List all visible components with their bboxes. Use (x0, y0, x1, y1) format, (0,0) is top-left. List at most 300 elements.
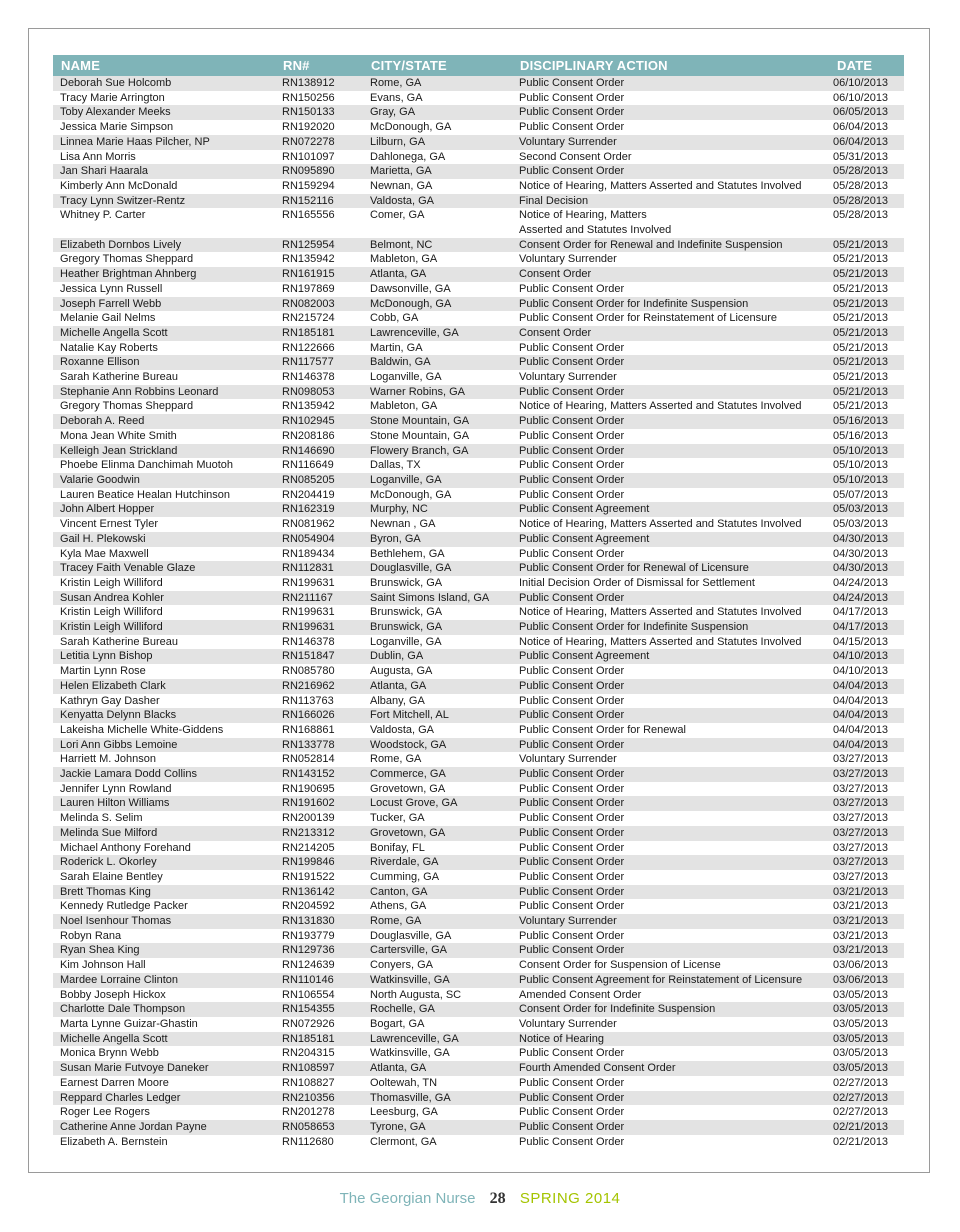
table-row (53, 738, 904, 753)
name-cell: Jan Shari Haarala (53, 164, 275, 179)
issue-label: SPRING 2014 (519, 1190, 621, 1207)
date-cell: 02/27/2013 (833, 1106, 889, 1119)
action-cell: Notice of Hearing, Matters Asserted and Statutes Involved (519, 400, 802, 413)
table-row (53, 105, 904, 120)
action-cell: Public Consent Order (519, 547, 625, 560)
rn-cell: RN190695 (282, 782, 335, 795)
date-cell: 06/04/2013 (829, 135, 904, 150)
table-row (53, 488, 904, 503)
action-cell: Public Consent Order (512, 885, 829, 900)
city-state-cell: Mableton, GA (370, 400, 438, 413)
table-row (53, 988, 904, 1003)
date-cell: 02/21/2013 (829, 1120, 904, 1135)
city-state-cell: Loganville, GA (370, 371, 442, 384)
action-cell: Public Consent Order (519, 1135, 625, 1148)
rn-cell: RN110146 (275, 973, 363, 988)
table-row (53, 1017, 904, 1032)
action-cell: Consent Order (512, 326, 829, 341)
name-cell: Harriett M. Johnson (60, 753, 156, 766)
rn-cell: RN204315 (282, 1047, 335, 1060)
date-cell: 03/27/2013 (833, 841, 889, 854)
action-cell: Public Consent Order (519, 91, 625, 104)
city-state-cell: Dublin, GA (363, 649, 512, 664)
rn-cell: RN122666 (282, 341, 335, 354)
city-state-cell: Newnan , GA (370, 518, 436, 531)
action-cell: Public Consent Order (512, 943, 829, 958)
action-cell: Consent Order for Renewal and Indefinite Suspension (512, 238, 829, 253)
date-cell: 06/04/2013 (833, 121, 889, 134)
name-cell: Deborah A. Reed (53, 414, 275, 429)
date-cell: 04/10/2013 (833, 665, 889, 678)
date-cell: 05/21/2013 (829, 297, 904, 312)
action-cell: Notice of Hearing (512, 1032, 829, 1047)
date-cell: 05/10/2013 (829, 473, 904, 488)
action-cell: Public Consent Order (519, 900, 625, 913)
rn-cell: RN199846 (275, 855, 363, 870)
city-state-cell: Brunswick, GA (363, 620, 512, 635)
city-state-cell: Rome, GA (363, 76, 512, 91)
action-cell: Second Consent Order (519, 150, 632, 163)
name-cell: Kristin Leigh Williford (60, 606, 163, 619)
city-state-cell: Watkinsville, GA (370, 1047, 450, 1060)
date-cell: 04/04/2013 (829, 679, 904, 694)
name-cell: Ryan Shea King (53, 943, 275, 958)
city-state-cell: Gray, GA (363, 105, 512, 120)
date-cell: 03/05/2013 (829, 1032, 904, 1047)
name-cell: Melinda S. Selim (60, 812, 143, 825)
action-cell: Public Consent Order (512, 414, 829, 429)
table-row (53, 355, 904, 370)
date-cell: 03/05/2013 (833, 988, 889, 1001)
action-cell: Public Consent Order (519, 459, 625, 472)
name-cell: Stephanie Ann Robbins Leonard (53, 385, 275, 400)
action-cell: Voluntary Surrender (519, 1018, 617, 1030)
date-cell: 04/10/2013 (829, 649, 904, 664)
action-cell: Public Consent Order (519, 812, 625, 825)
page-number: 28 (489, 1190, 506, 1207)
city-state-cell: Rochelle, GA (363, 1002, 512, 1017)
rn-cell: RN213312 (275, 826, 363, 841)
rn-cell: RN210356 (275, 1091, 363, 1106)
city-state-cell: Augusta, GA (370, 665, 433, 678)
table-row (53, 855, 904, 870)
city-state-cell: Loganville, GA (370, 635, 442, 648)
name-cell: Mona Jean White Smith (60, 429, 177, 442)
table-row (53, 561, 904, 576)
rn-cell: RN197869 (282, 282, 335, 295)
name-cell: Heather Brightman Ahnberg (53, 267, 275, 282)
city-state-cell: Athens, GA (370, 900, 427, 913)
name-cell: Natalie Kay Roberts (60, 341, 158, 354)
date-cell: 05/28/2013 (833, 209, 889, 222)
rn-cell: RN135942 (282, 400, 335, 413)
action-cell: Consent Order for Indefinite Suspension (512, 1002, 829, 1017)
action-cell: Public Consent Order (519, 694, 625, 707)
name-cell: Michelle Angella Scott (53, 1032, 275, 1047)
table-row (53, 399, 904, 414)
city-state-cell: North Augusta, SC (370, 988, 462, 1001)
table-row (53, 767, 904, 782)
rn-cell: RN102945 (275, 414, 363, 429)
table-row (53, 444, 904, 459)
action-cell: Public Consent Agreement (512, 649, 829, 664)
table-row (53, 385, 904, 400)
table-row (53, 1032, 904, 1047)
rn-cell: RN146690 (275, 444, 363, 459)
city-state-cell: McDonough, GA (370, 488, 452, 501)
rn-cell: RN143152 (275, 767, 363, 782)
table-row (53, 679, 904, 694)
action-cell: Public Consent Order (519, 1076, 625, 1089)
table-row (53, 591, 904, 606)
date-cell: 04/24/2013 (833, 576, 889, 589)
action-cell: Public Consent Order for Indefinite Suspension (512, 620, 829, 635)
action-cell: Public Consent Order (512, 164, 829, 179)
date-cell: 03/27/2013 (829, 796, 904, 811)
city-state-cell: Cartersville, GA (363, 943, 512, 958)
column-header-city-state: CITY/STATE (363, 55, 512, 76)
table-row (53, 1061, 904, 1076)
date-cell: 05/28/2013 (829, 194, 904, 209)
rn-cell: RN085780 (282, 665, 335, 678)
rn-cell: RN150256 (282, 91, 335, 104)
action-cell: Notice of Hearing, Matters Asserted and Statutes Involved (519, 606, 802, 619)
action-cell: Voluntary Surrender (519, 371, 617, 384)
city-state-cell: Locust Grove, GA (363, 796, 512, 811)
date-cell: 05/28/2013 (829, 164, 904, 179)
name-cell: Lisa Ann Morris (60, 150, 136, 163)
name-cell: Roger Lee Rogers (60, 1106, 150, 1119)
rn-cell: RN113763 (282, 694, 334, 707)
rn-cell: RN200139 (282, 812, 335, 825)
rn-cell: RN168861 (282, 723, 335, 736)
date-cell: 05/21/2013 (833, 282, 889, 295)
table-row (53, 179, 904, 194)
column-header-disciplinary-action: DISCIPLINARY ACTION (512, 55, 829, 76)
city-state-cell: Stone Mountain, GA (363, 414, 512, 429)
action-cell: Public Consent Order (519, 121, 625, 134)
date-cell: 03/27/2013 (833, 812, 889, 825)
city-state-cell: Leesburg, GA (370, 1106, 438, 1119)
rn-cell: RN185181 (275, 326, 363, 341)
rn-cell: RN054904 (275, 532, 363, 547)
name-cell: Kennedy Rutledge Packer (60, 900, 188, 913)
rn-cell: RN052814 (282, 753, 335, 766)
rn-cell: RN108597 (275, 1061, 363, 1076)
name-cell: Jennifer Lynn Rowland (60, 782, 172, 795)
action-cell: Public Consent Order for Indefinite Suspension (512, 297, 829, 312)
city-state-cell: Tucker, GA (370, 812, 425, 825)
table-row (53, 135, 904, 150)
rn-cell: RN151847 (275, 649, 363, 664)
name-cell: Susan Marie Futvoye Daneker (53, 1061, 275, 1076)
action-cell: Public Consent Agreement (512, 532, 829, 547)
name-cell: Jessica Marie Simpson (60, 121, 174, 134)
rn-cell: RN136142 (275, 885, 363, 900)
city-state-cell: Ooltewah, TN (370, 1076, 438, 1089)
name-cell: Kelleigh Jean Strickland (53, 444, 275, 459)
city-state-cell: Lawrenceville, GA (363, 326, 512, 341)
action-cell: Public Consent Order (519, 841, 625, 854)
table-row (53, 150, 904, 165)
rn-cell: RN189434 (282, 547, 335, 560)
rn-cell: RN117577 (275, 355, 363, 370)
date-cell: 05/03/2013 (829, 502, 904, 517)
rn-cell: RN166026 (275, 708, 363, 723)
rn-cell: RN058653 (275, 1120, 363, 1135)
name-cell: Linnea Marie Haas Pilcher, NP (53, 135, 275, 150)
city-state-cell: Murphy, NC (363, 502, 512, 517)
name-cell: Martin Lynn Rose (60, 665, 146, 678)
city-state-cell: Fort Mitchell, AL (363, 708, 512, 723)
city-state-cell: Marietta, GA (363, 164, 512, 179)
name-cell: Jessica Lynn Russell (60, 282, 163, 295)
city-state-cell: Conyers, GA (370, 959, 433, 972)
date-cell: 03/27/2013 (829, 855, 904, 870)
action-cell: Public Consent Order (512, 826, 829, 841)
name-cell: Melanie Gail Nelms (60, 312, 156, 325)
action-cell: Consent Order for Suspension of License (519, 959, 721, 972)
date-cell: 06/10/2013 (829, 76, 904, 91)
date-cell: 05/21/2013 (829, 326, 904, 341)
date-cell: 03/05/2013 (833, 1047, 889, 1060)
name-cell: Kenyatta Delynn Blacks (53, 708, 275, 723)
rn-cell: RN082003 (275, 297, 363, 312)
rn-cell: RN216962 (275, 679, 363, 694)
name-cell: Noel Isenhour Thomas (53, 914, 275, 929)
date-cell: 04/30/2013 (829, 532, 904, 547)
city-state-cell: Bonifay, FL (370, 841, 425, 854)
city-state-cell: Woodstock, GA (363, 738, 512, 753)
rn-cell: RN072278 (275, 135, 363, 150)
name-cell: Tracey Faith Venable Glaze (53, 561, 275, 576)
table-row (53, 1105, 904, 1120)
name-cell: Roderick L. Okorley (53, 855, 275, 870)
date-cell: 05/10/2013 (833, 459, 889, 472)
date-cell: 05/21/2013 (829, 355, 904, 370)
rn-cell: RN098053 (275, 385, 363, 400)
rn-cell: RN124639 (282, 959, 335, 972)
city-state-cell: Bethlehem, GA (370, 547, 445, 560)
table-row (53, 1076, 904, 1091)
action-cell: Public Consent Order (512, 796, 829, 811)
table-row (53, 649, 904, 664)
rn-cell: RN211167 (275, 591, 363, 606)
name-cell: Tracy Lynn Switzer-Rentz (53, 194, 275, 209)
action-cell: Public Consent Order (519, 282, 625, 295)
action-cell: Public Consent Order for Renewal (519, 723, 686, 736)
date-cell: 02/21/2013 (833, 1135, 889, 1148)
rn-cell: RN215724 (282, 312, 335, 325)
action-cell: Public Consent Order (519, 429, 625, 442)
disciplinary-actions-table (53, 55, 904, 1149)
name-cell: Kristin Leigh Williford (53, 620, 275, 635)
city-state-cell: Commerce, GA (363, 767, 512, 782)
date-cell: 03/06/2013 (833, 959, 889, 972)
name-cell: John Albert Hopper (53, 502, 275, 517)
rn-cell: RN214205 (282, 841, 335, 854)
publication-name: The Georgian Nurse (339, 1190, 476, 1207)
rn-cell: RN199631 (282, 576, 335, 589)
city-state-cell: Atlanta, GA (363, 679, 512, 694)
date-cell: 04/04/2013 (829, 708, 904, 723)
rn-cell: RN095890 (275, 164, 363, 179)
table-row (53, 973, 904, 988)
city-state-cell: McDonough, GA (370, 121, 452, 134)
date-cell: 05/28/2013 (833, 179, 889, 192)
date-cell: 03/27/2013 (829, 826, 904, 841)
date-cell: 05/21/2013 (833, 312, 889, 325)
action-cell: Public Consent Order (512, 591, 829, 606)
date-cell: 03/21/2013 (833, 900, 889, 913)
name-cell: Robyn Rana (60, 929, 122, 942)
date-cell: 05/03/2013 (833, 518, 889, 531)
date-cell: 02/27/2013 (833, 1076, 889, 1089)
city-state-cell: Byron, GA (363, 532, 512, 547)
table-row (53, 885, 904, 900)
rn-cell: RN129736 (275, 943, 363, 958)
table-row (53, 782, 904, 797)
rn-cell: RN101097 (282, 150, 335, 163)
name-cell: Susan Andrea Kohler (53, 591, 275, 606)
rn-cell: RN191602 (275, 796, 363, 811)
action-cell: Public Consent Order (519, 1047, 625, 1060)
name-cell: Mardee Lorraine Clinton (53, 973, 275, 988)
city-state-cell: Flowery Branch, GA (363, 444, 512, 459)
rn-cell: RN201278 (282, 1106, 335, 1119)
city-state-cell: Baldwin, GA (363, 355, 512, 370)
rn-cell: RN112680 (282, 1135, 334, 1148)
rn-cell: RN138912 (275, 76, 363, 91)
table-row (53, 664, 904, 679)
table-row (53, 282, 904, 297)
table-row (53, 208, 904, 237)
name-cell: Vincent Ernest Tyler (60, 518, 159, 531)
table-row (53, 635, 904, 650)
table-row (53, 1002, 904, 1017)
city-state-cell: Dallas, TX (370, 459, 421, 472)
city-state-cell: McDonough, GA (363, 297, 512, 312)
table-row (53, 694, 904, 709)
city-state-cell: Dawsonville, GA (370, 282, 451, 295)
action-cell: Notice of Hearing, Matters Asserted and Statutes Involved (519, 635, 802, 648)
table-row (53, 576, 904, 591)
rn-cell: RN146378 (282, 635, 335, 648)
rn-cell: RN125954 (275, 238, 363, 253)
city-state-cell: Valdosta, GA (363, 194, 512, 209)
action-cell: Initial Decision Order of Dismissal for Settlement (519, 576, 755, 589)
rn-cell: RN072926 (282, 1018, 335, 1030)
action-cell: Voluntary Surrender (512, 914, 829, 929)
name-cell: Lauren Hilton Williams (53, 796, 275, 811)
action-cell: Public Consent Order (519, 782, 625, 795)
rn-cell: RN152116 (275, 194, 363, 209)
action-cell: Public Consent Order for Reinstatement of Licensure (519, 312, 778, 325)
table-row (53, 252, 904, 267)
city-state-cell: Clermont, GA (370, 1135, 437, 1148)
table-row (53, 1046, 904, 1061)
date-cell: 04/04/2013 (833, 723, 889, 736)
name-cell: Bobby Joseph Hickox (60, 988, 166, 1001)
rn-cell: RN146378 (282, 371, 335, 384)
date-cell: 03/27/2013 (833, 870, 889, 883)
table-row (53, 267, 904, 282)
date-cell: 05/21/2013 (833, 253, 889, 266)
name-cell: Whitney P. Carter (60, 209, 146, 222)
city-state-cell: Douglasville, GA (370, 929, 452, 942)
name-cell: Letitia Lynn Bishop (53, 649, 275, 664)
date-cell: 05/21/2013 (829, 238, 904, 253)
rn-cell: RN161915 (275, 267, 363, 282)
name-cell: Roxanne Ellison (53, 355, 275, 370)
name-cell: Elizabeth A. Bernstein (60, 1135, 168, 1148)
name-cell: Kathryn Gay Dasher (60, 694, 160, 707)
action-cell: Voluntary Surrender (519, 253, 617, 266)
table-row (53, 76, 904, 91)
table-row (53, 723, 904, 738)
date-cell: 03/27/2013 (829, 767, 904, 782)
date-cell: 03/21/2013 (833, 929, 889, 942)
rn-cell: RN192020 (282, 121, 335, 134)
city-state-cell: Lilburn, GA (363, 135, 512, 150)
name-cell: Gail H. Plekowski (53, 532, 275, 547)
date-cell: 04/15/2013 (833, 635, 889, 648)
action-cell: Public Consent Order (512, 473, 829, 488)
city-state-cell: Cobb, GA (370, 312, 419, 325)
city-state-cell: Loganville, GA (363, 473, 512, 488)
city-state-cell: Bogart, GA (370, 1018, 425, 1030)
date-cell: 05/10/2013 (829, 444, 904, 459)
action-cell: Public Consent Order (519, 341, 625, 354)
city-state-cell: Evans, GA (370, 91, 423, 104)
rn-cell: RN199631 (282, 606, 335, 619)
table-row (53, 532, 904, 547)
action-cell: Notice of Hearing, Matters Asserted and Statutes Involved (519, 209, 672, 237)
table-row (53, 811, 904, 826)
city-state-cell: Saint Simons Island, GA (363, 591, 512, 606)
date-cell: 04/30/2013 (829, 561, 904, 576)
table-header (53, 55, 904, 76)
rn-cell: RN150133 (275, 105, 363, 120)
date-cell: 03/21/2013 (829, 914, 904, 929)
name-cell: Phoebe Elinma Danchimah Muotoh (60, 459, 234, 472)
city-state-cell: Atlanta, GA (363, 267, 512, 282)
name-cell: Sarah Katherine Bureau (60, 635, 179, 648)
name-cell: Brett Thomas King (53, 885, 275, 900)
rn-cell: RN191522 (282, 870, 335, 883)
name-cell: Reppard Charles Ledger (53, 1091, 275, 1106)
city-state-cell: Grovetown, GA (370, 782, 446, 795)
city-state-cell: Grovetown, GA (363, 826, 512, 841)
rn-cell: RN108827 (282, 1076, 335, 1089)
city-state-cell: Stone Mountain, GA (370, 429, 470, 442)
date-cell: 03/21/2013 (829, 943, 904, 958)
table-row (53, 341, 904, 356)
name-cell: Catherine Anne Jordan Payne (53, 1120, 275, 1135)
city-state-cell: Valdosta, GA (370, 723, 434, 736)
name-cell: Tracy Marie Arrington (60, 91, 165, 104)
table-body (53, 76, 904, 1149)
rn-cell: RN135942 (282, 253, 335, 266)
city-state-cell: Martin, GA (370, 341, 423, 354)
action-cell: Public Consent Order (512, 767, 829, 782)
table-row (53, 164, 904, 179)
name-cell: Helen Elizabeth Clark (53, 679, 275, 694)
name-cell: Lori Ann Gibbs Lemoine (53, 738, 275, 753)
date-cell: 03/05/2013 (829, 1061, 904, 1076)
date-cell: 03/21/2013 (829, 885, 904, 900)
date-cell: 05/21/2013 (829, 267, 904, 282)
